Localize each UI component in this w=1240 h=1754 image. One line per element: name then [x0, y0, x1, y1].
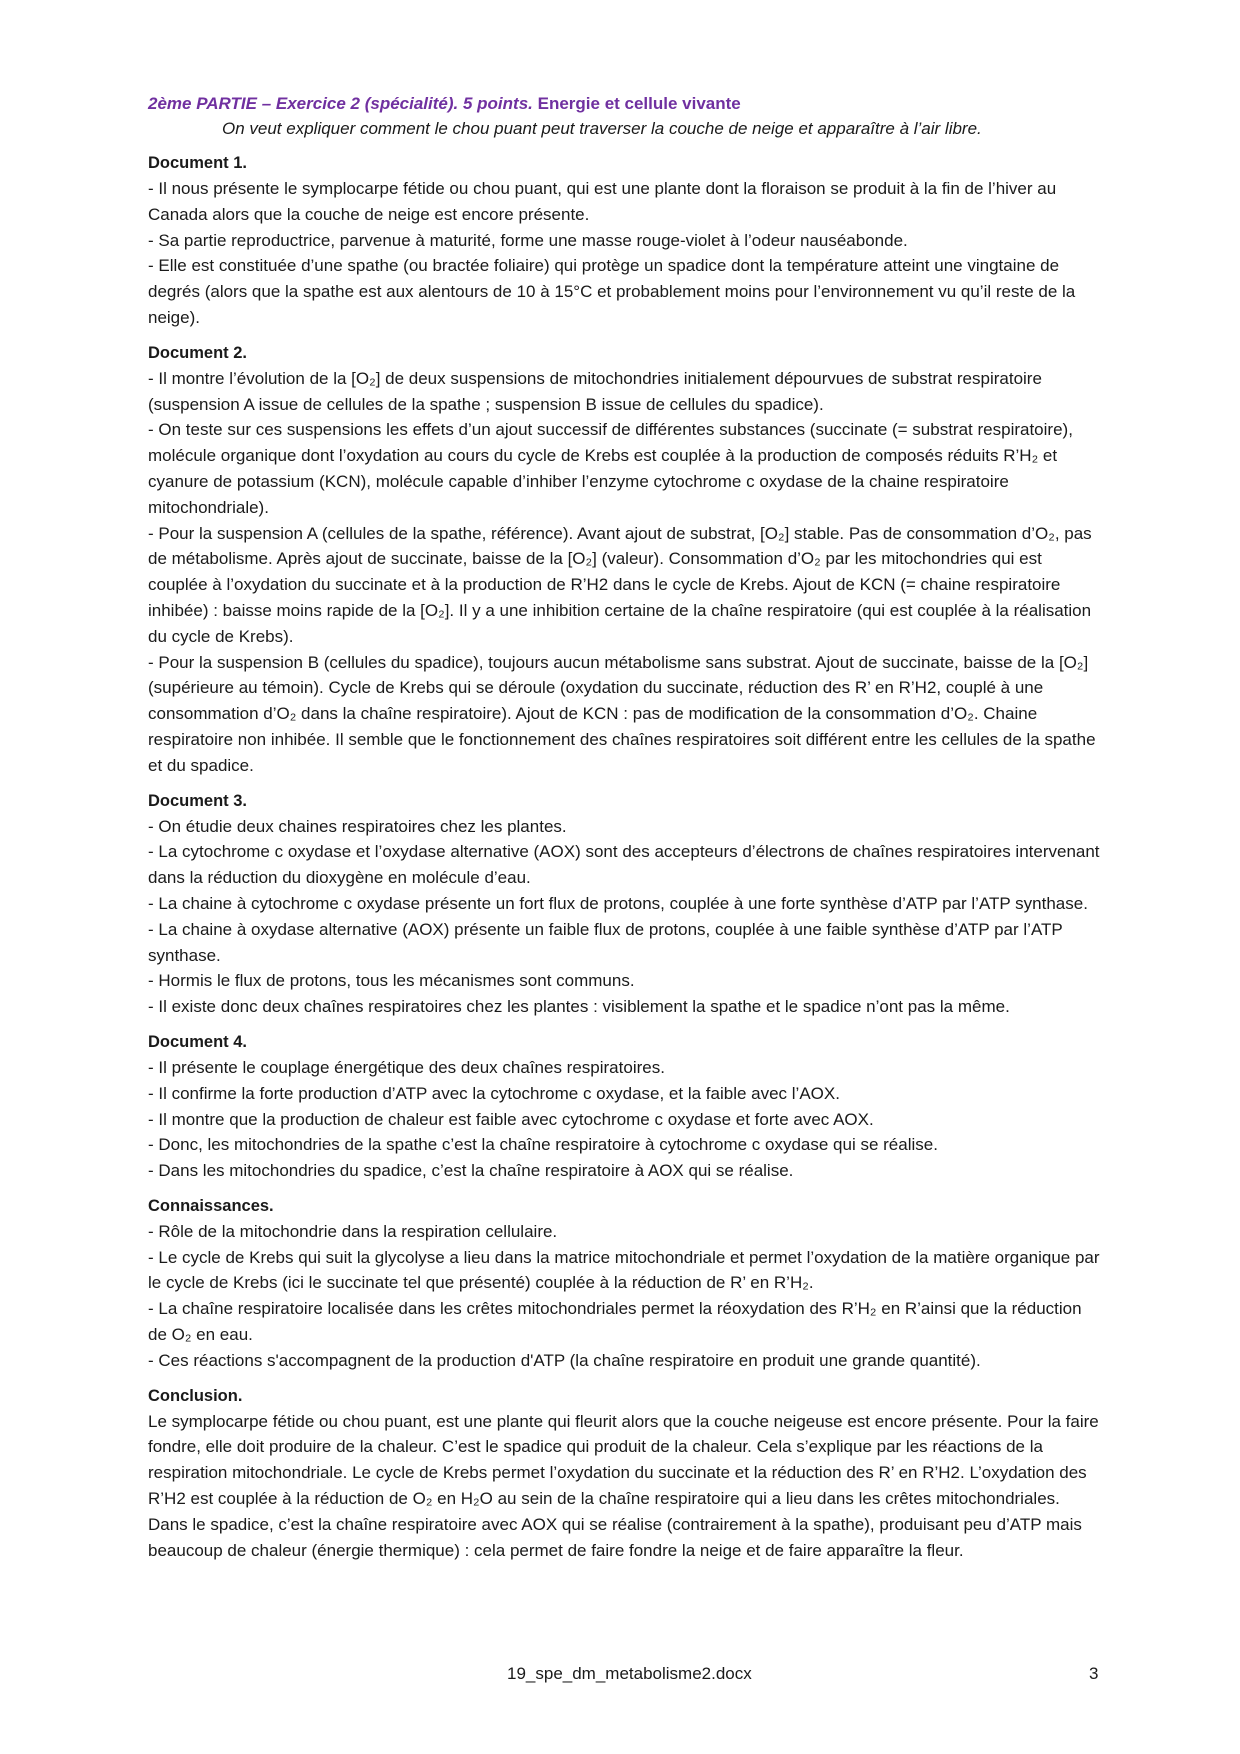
section-paragraph: - Dans les mitochondries du spadice, c’est la chaîne respiratoire à AOX qui se réalise.	[148, 1161, 794, 1181]
section-paragraph: - Donc, les mitochondries de la spathe c’est la chaîne respiratoire à cytochrome c oxydase qui se réalise.	[148, 1135, 938, 1155]
section-paragraph: - Sa partie reproductrice, parvenue à maturité, forme une masse rouge-violet à l’odeur nauséabonde.	[148, 230, 908, 250]
footer-filename: 19_spe_dm_metabolisme2.docx	[507, 1664, 752, 1683]
section-3	[148, 789, 1100, 1020]
section-paragraph: - Ces réactions s'accompagnent de la production d'ATP (la chaîne respiratoire en produit une grande quantité).	[148, 1350, 981, 1370]
document-page	[148, 80, 1100, 1563]
section-paragraph: - La chaine à oxydase alternative (AOX) présente un faible flux de protons, couplée à une faible synthèse d’ATP par l’ATP synthase.	[148, 919, 1063, 965]
exercise-part-label: 2ème PARTIE – Exercice 2 (spécialité). 5 points.	[148, 94, 533, 113]
section-paragraph: - Hormis le flux de protons, tous les mécanismes sont communs.	[148, 971, 635, 991]
section-heading: Conclusion.	[148, 1386, 243, 1405]
section-heading: Document 1.	[148, 154, 248, 172]
section-heading: Document 2.	[148, 343, 248, 362]
section-2	[148, 341, 1100, 779]
section-5	[148, 1194, 1100, 1374]
section-paragraph: - Pour la suspension B (cellules du spadice), toujours aucun métabolisme sans substrat. Ajout de succinate, baisse de la [O₂] (supérieure au témoin). Cycle de Krebs qui se déroule (oxydation du succinate, réduction des R’ en R’H2, couplé à une consommation d’O₂ dans la chaîne respiratoire). Ajout de KCN : pas de modification de la consommation d’O₂. Chaine respiratoire non inhibée. Il semble que le fonctionnement des chaînes respiratoires soit différent entre les cellules de la spathe et du spadice.	[148, 652, 1096, 775]
section-heading: Document 3.	[148, 791, 248, 810]
section-paragraph: - Elle est constituée d’une spathe (ou bractée foliaire) qui protège un spadice dont la température atteint une vingtaine de degrés (alors que la spathe est aux alentours de 10 à 15°C et probablement moins pour l’environnement vu qu’il reste de la neige).	[148, 256, 1076, 327]
exercise-subject: Energie et cellule vivante	[537, 94, 741, 113]
exercise-title	[148, 92, 1100, 116]
section-paragraph: - La cytochrome c oxydase et l’oxydase alternative (AOX) sont des accepteurs d’électrons de chaînes respiratoires intervenant dans la réduction du dioxygène en molécule d’eau.	[148, 842, 1100, 888]
section-paragraph: - Il montre que la production de chaleur est faible avec cytochrome c oxydase et forte avec AOX.	[148, 1109, 874, 1129]
section-paragraph: - Rôle de la mitochondrie dans la respiration cellulaire.	[148, 1221, 558, 1241]
exercise-intro: On veut expliquer comment le chou puant peut traverser la couche de neige et apparaître à l’air libre.	[222, 119, 982, 138]
section-paragraph: Le symplocarpe fétide ou chou puant, est une plante qui fleurit alors que la couche neigeuse est encore présente. Pour la faire fondre, elle doit produire de la chaleur. C’est le spadice qui produit de la chaleur. Cela s’explique par les réactions de la respiration mitochondriale. Le cycle de Krebs permet l’oxydation du succinate et la réduction des R’ en R’H2. L’oxydation des R’H2 est couplée à la réduction de O₂ en H₂O au sein de la chaîne respiratoire qui a lieu dans les crêtes mitochondriales. Dans le spadice, c’est la chaîne respiratoire avec AOX qui se réalise (contrairement à la spathe), produisant peu d’ATP mais beaucoup de chaleur (énergie thermique) : cela permet de faire fondre la neige et de faire apparaître la fleur.	[148, 1411, 1099, 1560]
section-paragraph: - Il existe donc deux chaînes respiratoires chez les plantes : visiblement la spathe et le spadice n’ont pas la même.	[148, 997, 1010, 1017]
document-sections	[148, 151, 1100, 1563]
section-paragraph: - On étudie deux chaines respiratoires chez les plantes.	[148, 816, 567, 836]
section-heading: Document 4.	[148, 1032, 248, 1051]
section-paragraph: - Il présente le couplage énergétique des deux chaînes respiratoires.	[148, 1057, 665, 1077]
section-paragraph: - On teste sur ces suspensions les effets d’un ajout successif de différentes substances (succinate (= substrat respiratoire), molécule organique dont l’oxydation au cours du cycle de Krebs est couplée à la production de composés réduits R’H₂ et cyanure de potassium (KCN), molécule capable d’inhiber l’enzyme cytochrome c oxydase de la chaine respiratoire mitochondriale).	[148, 420, 1073, 517]
page-footer	[0, 1664, 1240, 1690]
section-paragraph: - Le cycle de Krebs qui suit la glycolyse a lieu dans la matrice mitochondriale et permet l’oxydation de la matière organique par le cycle de Krebs (ici le succinate tel que présenté) couplée à la réduction de R’ en R’H₂.	[148, 1247, 1100, 1293]
section-paragraph: - Pour la suspension A (cellules de la spathe, référence). Avant ajout de substrat, [O₂] stable. Pas de consommation d’O₂, pas de métabolisme. Après ajout de succinate, baisse de la [O₂] (valeur). Consommation d’O₂ par les mitochondries qui est couplée à l’oxydation du succinate et à la production de R’H2 dans le cycle de Krebs. Ajout de KCN (= chaine respiratoire inhibée) : baisse moins rapide de la [O₂]. Il y a une inhibition certaine de la chaîne respiratoire (qui est couplée à la réalisation du cycle de Krebs).	[148, 523, 1092, 646]
section-paragraph: - Il confirme la forte production d’ATP avec la cytochrome c oxydase, et la faible avec l’AOX.	[148, 1083, 840, 1103]
section-4	[148, 1030, 1100, 1184]
section-paragraph: - La chaine à cytochrome c oxydase présente un fort flux de protons, couplée à une forte synthèse d’ATP par l’ATP synthase.	[148, 893, 1088, 913]
section-1	[148, 151, 1100, 331]
section-paragraph: - La chaîne respiratoire localisée dans les crêtes mitochondriales permet la réoxydation des R’H₂ en R’ainsi que la réduction de O₂ en eau.	[148, 1299, 1082, 1345]
section-6	[148, 1384, 1100, 1564]
section-heading: Connaissances.	[148, 1196, 274, 1215]
footer-page-number: 3	[1089, 1664, 1099, 1683]
section-paragraph: - Il nous présente le symplocarpe fétide ou chou puant, qui est une plante dont la floraison se produit à la fin de l’hiver au Canada alors que la couche de neige est encore présente.	[148, 179, 1057, 224]
section-paragraph: - Il montre l’évolution de la [O₂] de deux suspensions de mitochondries initialement dépourvues de substrat respiratoire (suspension A issue de cellules de la spathe ; suspension B issue de cellules du spadice).	[148, 368, 1042, 414]
